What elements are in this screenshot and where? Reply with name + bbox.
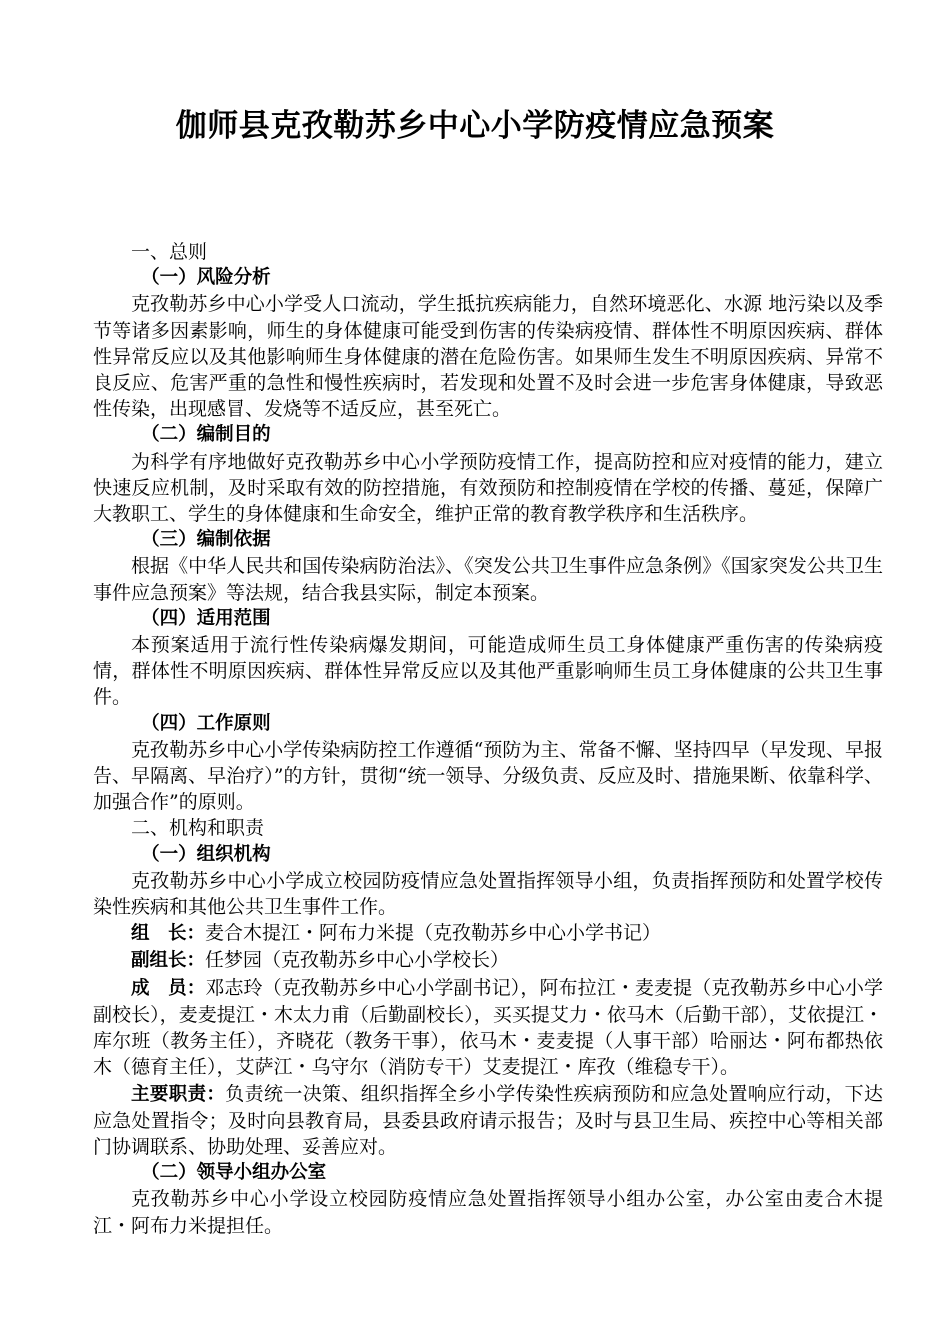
- deputy-value: 任梦园（克孜勒苏乡中心小学校长）: [205, 949, 510, 972]
- paragraph-risk-analysis: 克孜勒苏乡中心小学受人口流动，学生抵抗疾病能力，自然环境恶化、水源 地污染以及季节等诸多因素影响，师生的身体健康可能受到伤害的传染病疫情、群体性不明原因疾病、群体性异常反应以及其他影响师生身体健康的潜在危险伤害。如果师生发生不明原因疾病、异常不良反应、危害严重的急性和慢性疾病时，若发现和处置不及时会进一步危害身体健康，导致恶性传染，出现感冒、发烧等不适反应，甚至死亡。: [93, 293, 883, 421]
- paragraph-org-structure: 克孜勒苏乡中心小学成立校园防疫情应急处置指挥领导小组，负责指挥预防和处置学校传染性疾病和其他公共卫生事件工作。: [93, 869, 883, 919]
- document-body: [93, 239, 883, 1239]
- paragraph-purpose: 为科学有序地做好克孜勒苏乡中心小学预防疫情工作，提高防控和应对疫情的能力，建立快速反应机制，及时采取有效的防控措施，有效预防和控制疫情在学校的传播、蔓延，保障广大教职工、学生的身体健康和生命安全，维护正常的教育教学秩序和生活秩序。: [93, 450, 883, 526]
- document-title: 伽师县克孜勒苏乡中心小学防疫情应急预案: [175, 108, 775, 144]
- section-heading-general: 一、总则: [131, 241, 208, 263]
- paragraph-office: 克孜勒苏乡中心小学设立校园防疫情应急处置指挥领导小组办公室，办公室由麦合木提江・阿布力米提担任。: [93, 1188, 883, 1237]
- subheading-principle: （四）工作原则: [141, 712, 271, 734]
- deputy-line: [93, 947, 883, 974]
- subheading-office: （二）领导小组办公室: [141, 1162, 327, 1184]
- leader-value: 麦合木提江・阿布力米提（克孜勒苏乡中心小学书记）: [205, 922, 662, 945]
- subheading-purpose: （二）编制目的: [141, 424, 271, 446]
- subheading-basis: （三）编制依据: [141, 529, 271, 551]
- subheading-risk-analysis: （一）风险分析: [141, 267, 271, 289]
- duty-line: [93, 1081, 883, 1161]
- subheading-scope: （四）适用范围: [141, 607, 271, 629]
- members-line: [93, 975, 883, 1081]
- paragraph-basis: 根据《中华人民共和国传染病防治法》、《突发公共卫生事件应急条例》《国家突发公共卫生事件应急预案》等法规，结合我县实际，制定本预案。: [93, 555, 883, 604]
- paragraph-scope: 本预案适用于流行性传染病爆发期间，可能造成师生员工身体健康严重伤害的传染病疫情，群体性不明原因疾病、群体性异常反应以及其他严重影响师生员工身体健康的公共卫生事件。: [93, 634, 883, 709]
- members-value: 邓志玲（克孜勒苏乡中心小学副书记），阿布拉江・麦麦提（克孜勒苏乡中心小学副校长），麦麦提江・木太力甫（后勤副校长），买买提艾力・依马木（后勤干部），艾依提江・库尔班（教务主任），齐晓花（教务干事），依马木・麦麦提（人事干部）哈丽达・阿布都热依木（德育主任），艾萨江・乌守尔（消防专干）艾麦提江・库孜（维稳专干）。: [93, 976, 883, 1079]
- leader-line: [93, 920, 883, 947]
- duty-value: 负责统一决策、组织指挥全乡小学传染性疾病预防和应急处置响应行动，下达应急处置指令；及时向县教育局，县委县政府请示报告；及时与县卫生局、疾控中心等相关部门协调联系、协助处理、妥善应对。: [93, 1082, 883, 1158]
- leader-label: 组 长：: [131, 923, 206, 945]
- deputy-label: 副组长：: [131, 950, 206, 972]
- paragraph-principle: 克孜勒苏乡中心小学传染病防控工作遵循“预防为主、常备不懈、坚持四早（早发现、早报告、早隔离、早治疗）”的方针，贯彻“统一领导、分级负责、反应及时、措施果断、依靠科学、加强合作”的原则。: [93, 738, 883, 814]
- subheading-org-structure: （一）组织机构: [141, 843, 271, 865]
- duty-label: 主要职责：: [131, 1083, 226, 1105]
- members-label: 成 员：: [131, 977, 206, 999]
- section-heading-organization: 二、机构和职责: [131, 817, 265, 840]
